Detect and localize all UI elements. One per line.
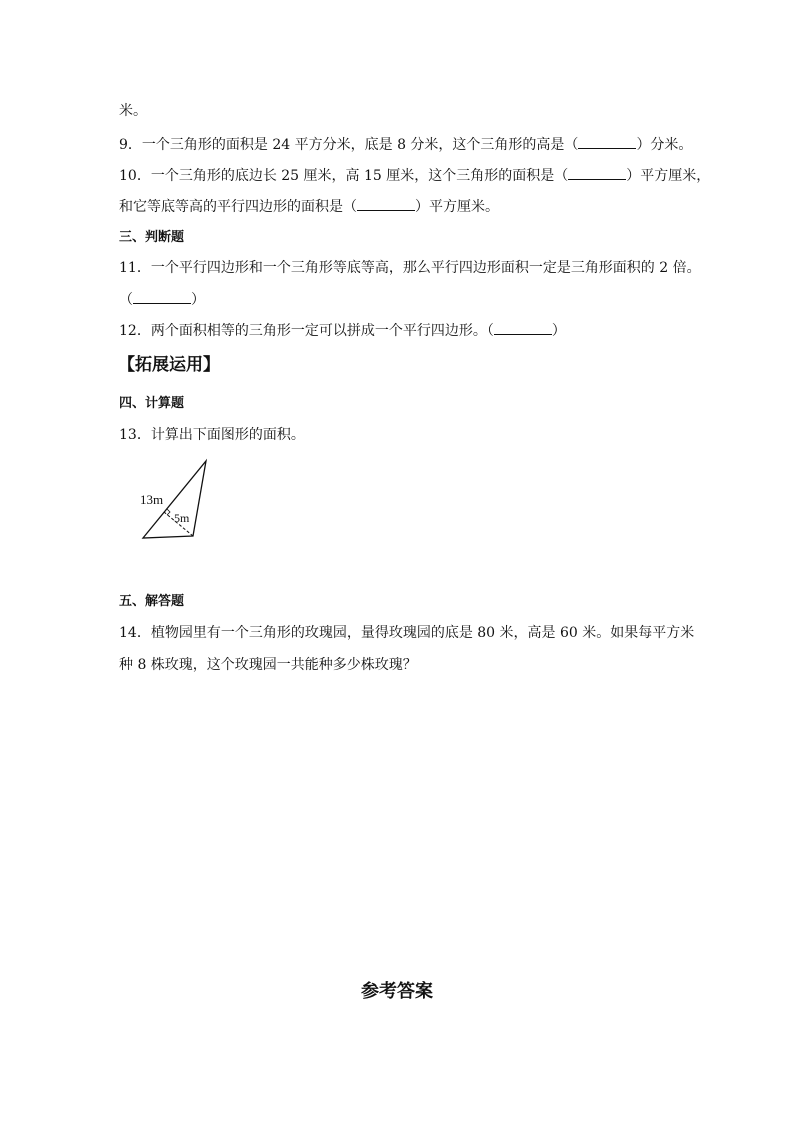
section-4-heading: 四、计算题 [119, 396, 185, 411]
question-10 [119, 165, 710, 186]
q10-text: 10．一个三角形的底边长 25 厘米，高 15 厘米，这个三角形的面积是（ [119, 168, 569, 184]
question-12 [119, 320, 566, 341]
triangle-figure [136, 456, 216, 546]
q11-close: ） [191, 292, 205, 308]
q10-blank-1[interactable] [568, 165, 626, 180]
q10c-unit: ）平方厘米。 [415, 199, 499, 215]
extension-heading: 【拓展运用】 [118, 355, 220, 375]
height-label: 5m [174, 511, 190, 525]
question-11: 11．一个平行四边形和一个三角形等底等高，那么平行四边形面积一定是三角形面积的 2 倍。 [119, 260, 701, 276]
q10c-text: 和它等底等高的平行四边形的面积是（ [119, 199, 357, 215]
q12-close: ） [551, 323, 566, 339]
q10-unit: ）平方厘米， [626, 168, 711, 184]
question-14-line-2: 种 8 株玫瑰，这个玫瑰园一共能种多少株玫瑰？ [119, 657, 417, 673]
q9-blank[interactable] [578, 134, 636, 149]
question-14-line-1: 14．植物园里有一个三角形的玫瑰园，量得玫瑰园的底是 80 米，高是 60 米。如果每平方米 [119, 625, 695, 641]
side-label: 13m [140, 492, 164, 507]
question-13: 13．计算出下面图形的面积。 [119, 427, 305, 443]
right-angle-mark [167, 509, 170, 515]
question-10-cont [119, 196, 499, 217]
continued-text: 米。 [119, 103, 147, 119]
section-5-heading: 五、解答题 [119, 594, 185, 609]
question-11-answer [119, 289, 205, 310]
answers-heading: 参考答案 [361, 981, 433, 1002]
section-3-heading: 三、判断题 [119, 230, 185, 245]
q11-blank[interactable] [133, 289, 191, 304]
question-9 [119, 134, 692, 155]
q12-blank[interactable] [494, 320, 552, 335]
q9-unit: ）分米。 [636, 137, 693, 153]
q10-blank-2[interactable] [357, 196, 415, 211]
q9-text: 9．一个三角形的面积是 24 平方分米，底是 8 分米，这个三角形的高是（ [119, 137, 579, 153]
q11-open: （ [119, 292, 133, 308]
q12-text: 12．两个面积相等的三角形一定可以拼成一个平行四边形。（ [119, 323, 494, 339]
